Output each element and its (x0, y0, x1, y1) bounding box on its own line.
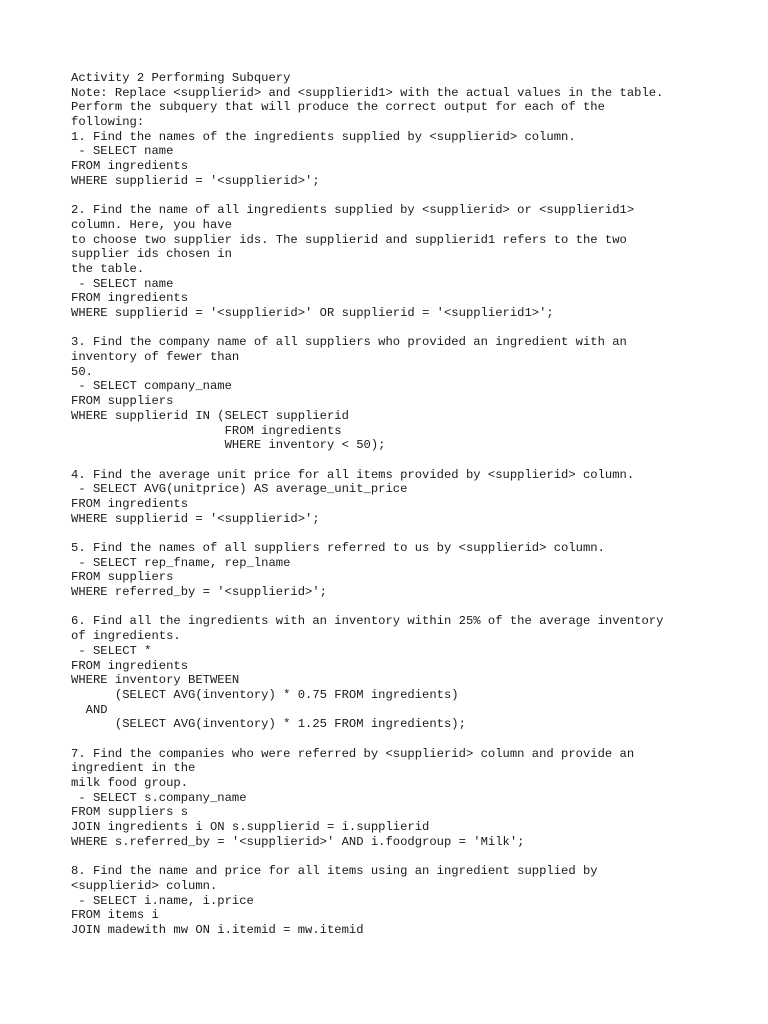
question-5: 5. Find the names of all suppliers referred to us by <supplierid> column. (71, 541, 605, 555)
code-line: - SELECT name (71, 276, 174, 291)
text-line: column. Here, you have (71, 217, 232, 232)
text-line: inventory of fewer than (71, 350, 240, 365)
code-line: WHERE inventory < 50); (71, 438, 386, 453)
text-line: Note: Replace <supplierid> and <supplierid1> with the actual values in the table. (71, 85, 664, 100)
text-line: to choose two supplier ids. The supplierid and supplierid1 refers to the two (71, 232, 627, 247)
code-line: - SELECT AVG(unitprice) AS average_unit_price (71, 482, 408, 497)
code-line: FROM suppliers (71, 394, 174, 409)
code-line: FROM ingredients (71, 159, 189, 174)
code-line: WHERE supplierid = '<supplierid>'; (71, 173, 320, 188)
question-4: 4. Find the average unit price for all items provided by <supplierid> column. (71, 467, 635, 482)
code-line: - SELECT i.name, i.price (71, 893, 254, 908)
code-line: WHERE s.referred_by = '<supplierid>' AND i.foodgroup = 'Milk'; (71, 834, 525, 849)
code-line: FROM ingredients (71, 658, 189, 673)
text-line: of ingredients. (71, 629, 181, 644)
code-line: WHERE supplierid IN (SELECT supplierid (71, 408, 349, 423)
text-line: ingredient in the (71, 761, 196, 776)
code-line: FROM items i (71, 908, 159, 923)
code-line: FROM ingredients (71, 291, 189, 306)
text-line: milk food group. (71, 776, 189, 790)
blank-line (71, 732, 711, 747)
code-line: (SELECT AVG(inventory) * 0.75 FROM ingredients) (71, 687, 459, 702)
question-7: 7. Find the companies who were referred by <supplierid> column and provide an (71, 746, 635, 761)
question-3: 3. Find the company name of all suppliers who provided an ingredient with an (71, 335, 627, 350)
question-6: 6. Find all the ingredients with an inventory within 25% of the average inventory (71, 614, 664, 629)
code-line: - SELECT rep_fname, rep_lname (71, 555, 291, 570)
code-line: - SELECT * (71, 643, 152, 658)
code-line: JOIN madewith mw ON i.itemid = mw.itemid (71, 922, 364, 937)
code-line: WHERE supplierid = '<supplierid>' OR supplierid = '<supplierid1>'; (71, 306, 554, 320)
text-line: supplier ids chosen in (71, 247, 232, 262)
code-line: JOIN ingredients i ON s.supplierid = i.supplierid (71, 820, 430, 835)
text-line: Perform the subquery that will produce the correct output for each of the (71, 100, 605, 115)
blank-line (71, 321, 711, 336)
code-line: FROM suppliers s (71, 805, 189, 820)
text-line: 50. (71, 364, 93, 379)
code-line: WHERE supplierid = '<supplierid>'; (71, 511, 320, 526)
code-line: - SELECT company_name (71, 379, 232, 394)
code-line: - SELECT s.company_name (71, 790, 247, 805)
document-body (71, 71, 711, 938)
blank-line (71, 189, 711, 204)
code-line: - SELECT name (71, 144, 174, 159)
code-line: (SELECT AVG(inventory) * 1.25 FROM ingredients); (71, 717, 466, 732)
question-1: 1. Find the names of the ingredients supplied by <supplierid> column. (71, 129, 576, 144)
text-line: <supplierid> column. (71, 878, 218, 893)
code-line: AND (71, 702, 108, 717)
blank-line (71, 453, 711, 468)
blank-line (71, 849, 711, 864)
question-2: 2. Find the name of all ingredients supplied by <supplierid> or <supplierid1> (71, 203, 635, 218)
code-line: FROM ingredients (71, 423, 342, 438)
text-line: the table. (71, 261, 145, 276)
code-line: FROM suppliers (71, 570, 174, 585)
question-8: 8. Find the name and price for all items using an ingredient supplied by (71, 864, 598, 879)
text-line: following: (71, 115, 145, 130)
code-line: FROM ingredients (71, 496, 189, 511)
blank-line (71, 600, 711, 615)
code-line: WHERE referred_by = '<supplierid>'; (71, 585, 327, 600)
blank-line (71, 526, 711, 541)
code-line: WHERE inventory BETWEEN (71, 673, 240, 688)
document-title: Activity 2 Performing Subquery (71, 71, 291, 85)
